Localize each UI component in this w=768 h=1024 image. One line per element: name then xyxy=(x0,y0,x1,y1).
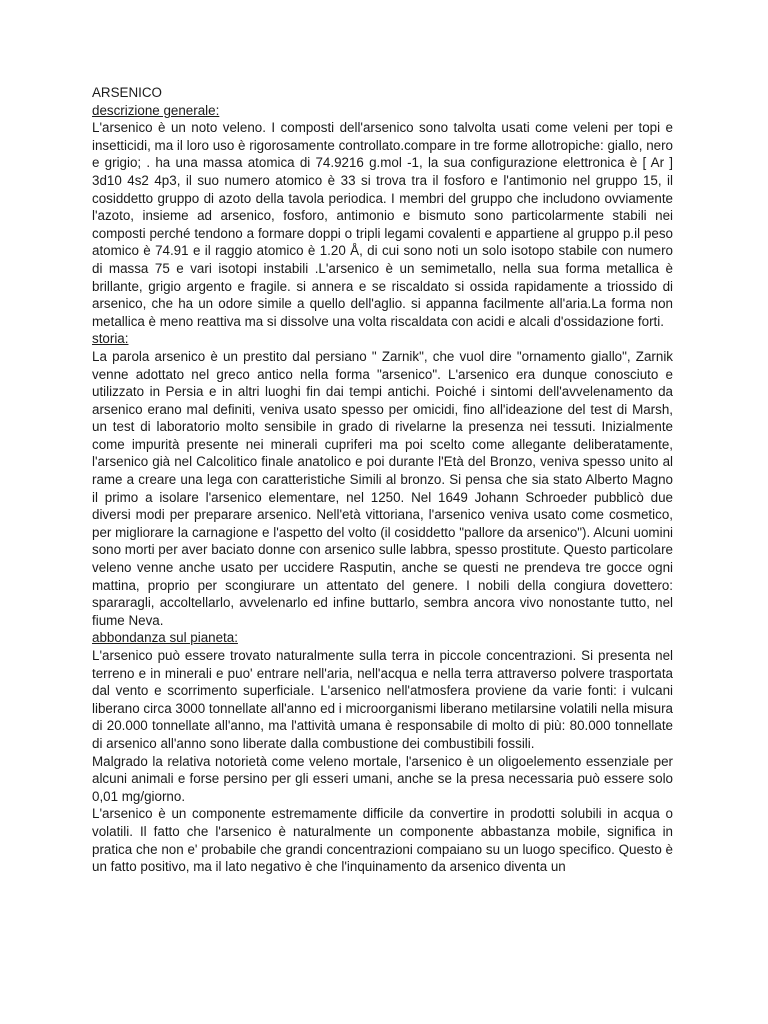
section-heading-descrizione: descrizione generale: xyxy=(92,102,220,118)
paragraph: L'arsenico può essere trovato naturalmente sulla terra in piccole concentrazioni. Si presenta nel terreno e in minerali e puo' entrare nell'aria, nell'acqua e nella terra attraverso polvere trasportata dal vento e scorrimento superficiale. L'arsenico nell'atmosfera proviene da varie fonti: i vulcani liberano circa 3000 tonnellate all'anno ed i microorganismi liberano metilarsine volatili nella misura di 20.000 tonnellate all'anno, ma l'attività umana è responsabile di molto di più: 80.000 tonnellate di arsenico all'anno sono liberate dalla combustione dei combustibili fossili. xyxy=(92,648,673,751)
section-heading-storia: storia: xyxy=(92,331,129,347)
paragraph: La parola arsenico è un prestito dal persiano " Zarnik", che vuol dire "ornamento giallo", Zarnik venne adottato nel greco antico nella forma "arsenico". L'arsenico era dunque conosciuto e utilizzato in Persia e in altri luoghi fin dai tempi antichi. Poiché i sintomi dell'avvelenamento da arsenico erano mal definiti, veniva usato spesso per omicidi, fino all'ideazione del test di Marsh, un test di laboratorio molto sensibile in grado di rivelarne la presenza nei tessuti. Inizialmente come impurità presente nei minerali cupriferi ma poi scelto come allegante deliberatamente, l'arsenico già nel Calcolitico finale anatolico e poi durante l'Età del Bronzo, veniva spesso unito al rame a creare una lega con caratteristiche Simili al bronzo. Si pensa che sia stato Alberto Magno il primo a isolare l'arsenico elementare, nel 1250. Nel 1649 Johann Schroeder pubblicò due diversi modi per preparare arsenico. Nell'età vittoriana, l'arsenico veniva usato come cosmetico, per migliorare la carnagione e l'aspetto del volto (il cosiddetto "pallore da arsenico"). Alcuni uomini sono morti per aver baciato donne con arsenico sulle labbra, spesso prostitute. Questo particolare veleno venne anche usato per uccidere Rasputin, anche se questi ne prendeva tre gocce ogni mattina, proprio per scongiurare un attentato del genere. I nobili della congiura dovettero: spararagli, accoltellarlo, avvelenarlo ed infine buttarlo, sembra ancora vivo nonostante tutto, nel fiume Neva. xyxy=(92,348,673,628)
paragraph: Malgrado la relativa notorietà come veleno mortale, l'arsenico è un oligoelemento essenziale per alcuni animali e forse persino per gli esseri umani, anche se la presa necessaria può essere solo 0,01 mg/giorno. xyxy=(92,753,673,804)
paragraph: L'arsenico è un noto veleno. I composti dell'arsenico sono talvolta usati come veleni per topi e insetticidi, ma il loro uso è rigorosamente controllato.compare in tre forme allotropiche: giallo, nero e grigio; . ha una massa atomica di 74.9216 g.mol -1, la sua configurazione elettronica è [ Ar ] 3d10 4s2 4p3, il suo numero atomico è 33 si trova tra il fosforo e l'antimonio nel gruppo 15, il cosiddetto gruppo di azoto della tavola periodica. I membri del gruppo che includono ovviamente l'azoto, insieme ad arsenico, fosforo, antimonio e bismuto sono particolarmente stabili nei composti perché tendono a formare doppi o tripli legami covalenti e appartiene al gruppo p.il peso atomico è 74.91 e il raggio atomico è 1.20 Å, di cui sono noti un solo isotopo stabile con numero di massa 75 e vari isotopi instabili .L'arsenico è un semimetallo, nella sua forma metallica è brillante, grigio argento e fragile. si annera e se riscaldato si ossida rapidamente a triossido di arsenico, che ha un odore simile a quello dell'aglio. si appanna facilmente all'aria.La forma non metallica è meno reattiva ma si dissolve una volta riscaldata con acidi e alcali d'ossidazione forti. xyxy=(92,120,673,329)
document-body xyxy=(92,84,673,876)
section-heading-abbondanza: abbondanza sul pianeta: xyxy=(92,630,238,646)
paragraph: L'arsenico è un componente estremamente difficile da convertire in prodotti solubili in acqua o volatili. Il fatto che l'arsenico è naturalmente un componente abbastanza mobile, significa in pratica che non e' probabile che grandi concentrazioni compaiano su un luogo specifico. Questo è un fatto positivo, ma il lato negativo è che l'inquinamento da arsenico diventa un xyxy=(92,806,673,875)
document-title: ARSENICO xyxy=(92,85,162,100)
